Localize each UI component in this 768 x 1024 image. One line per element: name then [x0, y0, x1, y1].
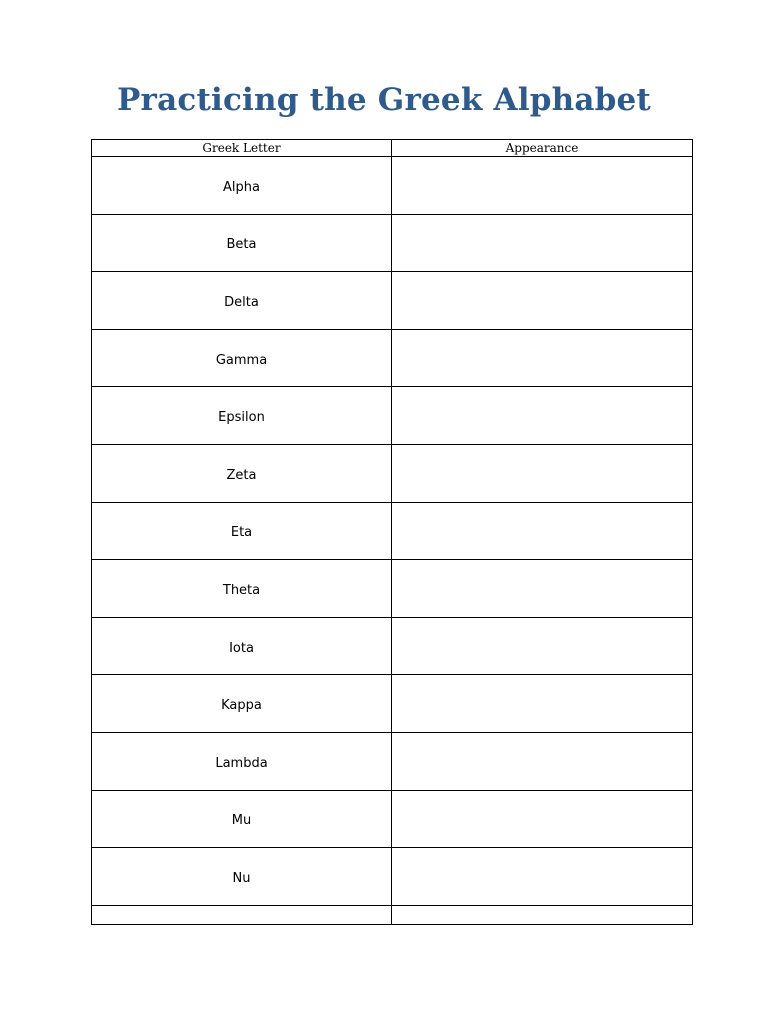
column-header-greek-letter: Greek Letter: [92, 140, 392, 157]
table-row: [92, 560, 693, 618]
greek-letter-cell: [92, 214, 392, 272]
appearance-cell[interactable]: [392, 272, 693, 330]
greek-letter-cell: [92, 444, 392, 502]
greek-letter-cell: [92, 560, 392, 618]
table-row: [92, 732, 693, 790]
table-row: [92, 387, 693, 445]
greek-letter-name: Theta: [222, 582, 261, 598]
blank-cell[interactable]: [92, 905, 392, 924]
greek-letter-name: Zeta: [226, 467, 257, 483]
table-row: [92, 214, 693, 272]
appearance-cell[interactable]: [392, 560, 693, 618]
page-title: Practicing the Greek Alphabet: [117, 82, 651, 118]
appearance-cell[interactable]: [392, 732, 693, 790]
greek-letter-name: Gamma: [215, 352, 268, 368]
greek-letter-name: Iota: [229, 640, 254, 656]
greek-letter-cell: [92, 329, 392, 387]
greek-letter-name: Epsilon: [218, 410, 265, 426]
greek-letter-cell: [92, 675, 392, 733]
appearance-cell[interactable]: [392, 214, 693, 272]
table-row: [92, 157, 693, 215]
appearance-cell[interactable]: [392, 675, 693, 733]
appearance-cell[interactable]: [392, 157, 693, 215]
appearance-cell[interactable]: [392, 502, 693, 560]
greek-letter-name: Alpha: [223, 179, 260, 195]
table-row: [92, 675, 693, 733]
greek-letter-name: Mu: [231, 813, 252, 829]
greek-letter-cell: [92, 272, 392, 330]
appearance-cell[interactable]: [392, 329, 693, 387]
greek-letter-name: Eta: [230, 525, 253, 541]
appearance-cell[interactable]: [392, 387, 693, 445]
table-header-row: [92, 140, 693, 157]
greek-letter-cell: [92, 732, 392, 790]
greek-letter-name: Lambda: [215, 755, 268, 771]
greek-letter-cell: [92, 387, 392, 445]
appearance-cell[interactable]: [392, 617, 693, 675]
table-row: [92, 272, 693, 330]
greek-letter-name: Delta: [224, 294, 259, 310]
greek-letter-name: Kappa: [221, 698, 262, 714]
greek-letter-name: Beta: [226, 237, 257, 253]
greek-letter-cell: [92, 790, 392, 848]
blank-cell[interactable]: [392, 905, 693, 924]
appearance-cell[interactable]: [392, 444, 693, 502]
table-row: [92, 790, 693, 848]
table-row: [92, 329, 693, 387]
column-header-appearance: Appearance: [392, 140, 693, 157]
greek-letter-cell: [92, 848, 392, 906]
appearance-cell[interactable]: [392, 848, 693, 906]
greek-alphabet-table: [91, 139, 693, 925]
greek-letter-name: Nu: [232, 870, 251, 886]
greek-letter-cell: [92, 617, 392, 675]
table-row: [92, 502, 693, 560]
table-row: [92, 617, 693, 675]
greek-letter-cell: [92, 502, 392, 560]
greek-letter-cell: [92, 157, 392, 215]
table-row: [92, 848, 693, 906]
appearance-cell[interactable]: [392, 790, 693, 848]
table-row: [92, 444, 693, 502]
blank-table-row: [92, 905, 693, 924]
